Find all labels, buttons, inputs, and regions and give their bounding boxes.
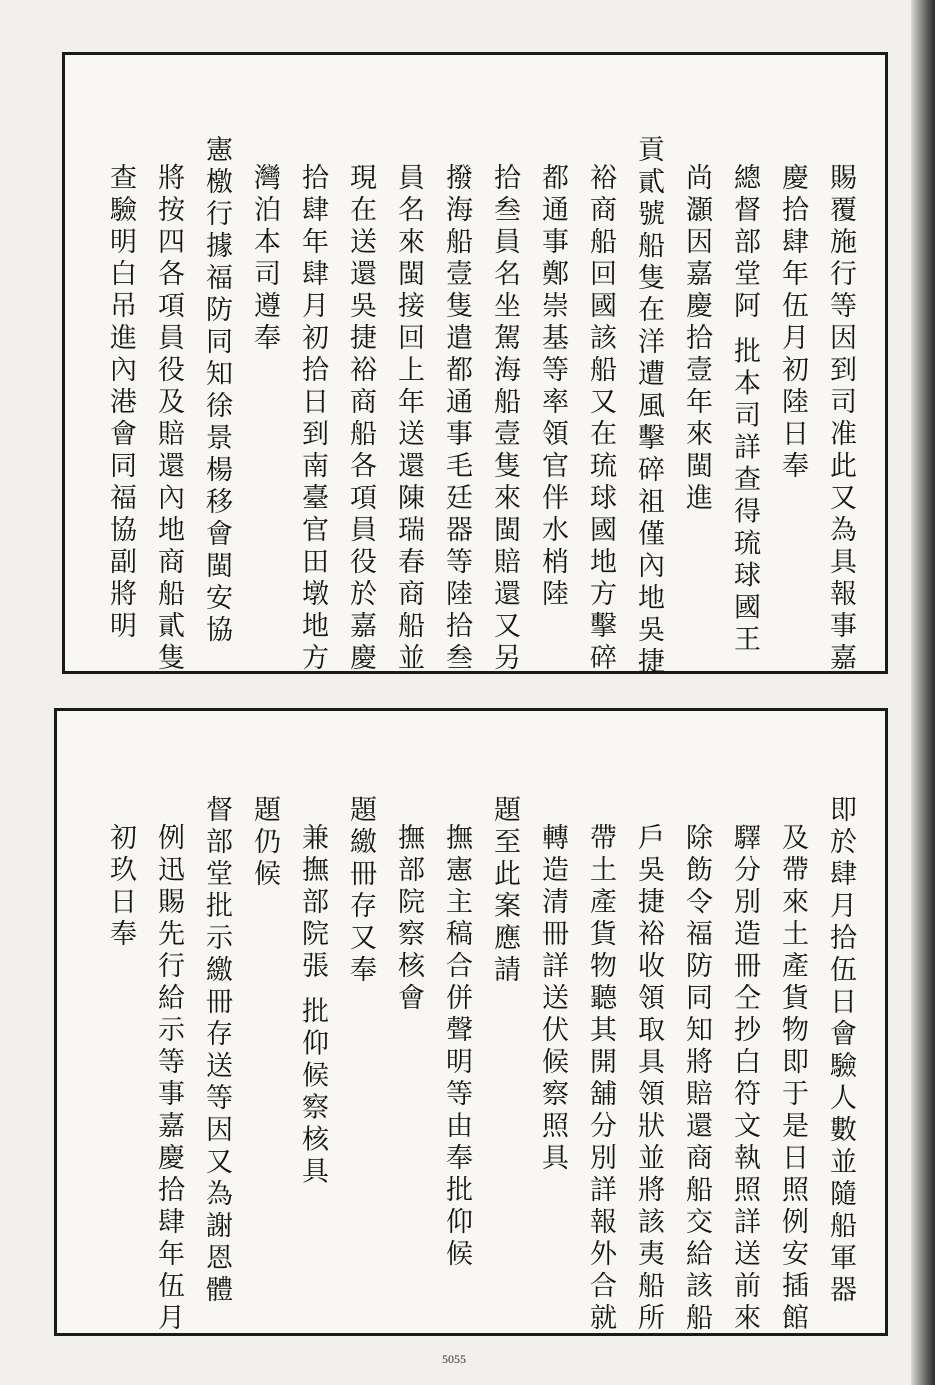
text-column: 撫憲主稿合併聲明等由奉批仰候 — [441, 823, 472, 1271]
page-number: 5055 — [442, 1352, 466, 1366]
text-column: 題繳冊存又奉 — [345, 795, 376, 987]
text-column: 撥海船壹隻遣都通事毛廷器等陸拾叁 — [441, 163, 472, 675]
text-column: 灣泊本司遵奉 — [249, 163, 280, 355]
lower-text-panel — [54, 708, 888, 1336]
text-column: 題仍候 — [249, 795, 280, 891]
text-column: 員名來閩接回上年送還陳瑞春商船並 — [393, 163, 424, 675]
text-column: 督部堂批示繳冊存送等因又為謝恩體 — [201, 795, 232, 1307]
page-edge-shadow — [911, 0, 935, 1385]
text-column: 尚灝因嘉慶拾壹年來閩進 — [681, 163, 712, 515]
text-column: 初玖日奉 — [105, 823, 136, 951]
text-column: 除飭令福防同知將賠還商船交給該船 — [681, 823, 712, 1335]
text-column: 題至此案應請 — [489, 795, 520, 987]
text-column: 貢貳號船隻在洋遭風擊碎祖僅內地吳捷 — [633, 135, 664, 679]
text-column: 憲檄行據福防同知徐景楊移會閩安協 — [201, 135, 232, 647]
text-column: 拾叁員名坐駕海船壹隻來閩賠還又另 — [489, 163, 520, 675]
text-column: 撫部院察核會 — [393, 823, 424, 1015]
text-column: 即於肆月拾伍日會驗人數並隨船軍器 — [825, 795, 856, 1307]
text-column: 將按四各項員役及賠還內地商船貳隻 — [153, 163, 184, 675]
text-column: 拾肆年肆月初拾日到南臺官田墩地方 — [297, 163, 328, 675]
text-column: 慶拾肆年伍月初陸日奉 — [777, 163, 808, 483]
text-column: 總督部堂阿 批本司詳查得琉球國王 — [729, 163, 760, 657]
text-column: 現在送還吳捷裕商船各項員役於嘉慶 — [345, 163, 376, 675]
text-column: 帶土產貨物聽其開舖分別詳報外合就 — [585, 823, 616, 1335]
text-column: 戶吳捷裕收領取具領狀並將該夷船所 — [633, 823, 664, 1335]
text-column: 查驗明白吊進內港會同福協副將明 — [105, 163, 136, 643]
text-column: 轉造清冊詳送伏候察照具 — [537, 823, 568, 1175]
text-column: 兼撫部院張 批仰候察核具 — [297, 823, 328, 1189]
text-column: 例迅賜先行給示等事嘉慶拾肆年伍月 — [153, 823, 184, 1335]
text-column: 驛分別造冊仝抄白符文執照詳送前來 — [729, 823, 760, 1335]
text-column: 都通事鄭崇基等率領官伴水梢陸 — [537, 163, 568, 611]
text-column: 裕商船回國該船又在琉球國地方擊碎 — [585, 163, 616, 675]
text-column: 及帶來土產貨物即于是日照例安插館 — [777, 823, 808, 1335]
text-column: 賜覆施行等因到司准此又為具報事嘉 — [825, 163, 856, 675]
upper-text-panel — [62, 52, 888, 679]
